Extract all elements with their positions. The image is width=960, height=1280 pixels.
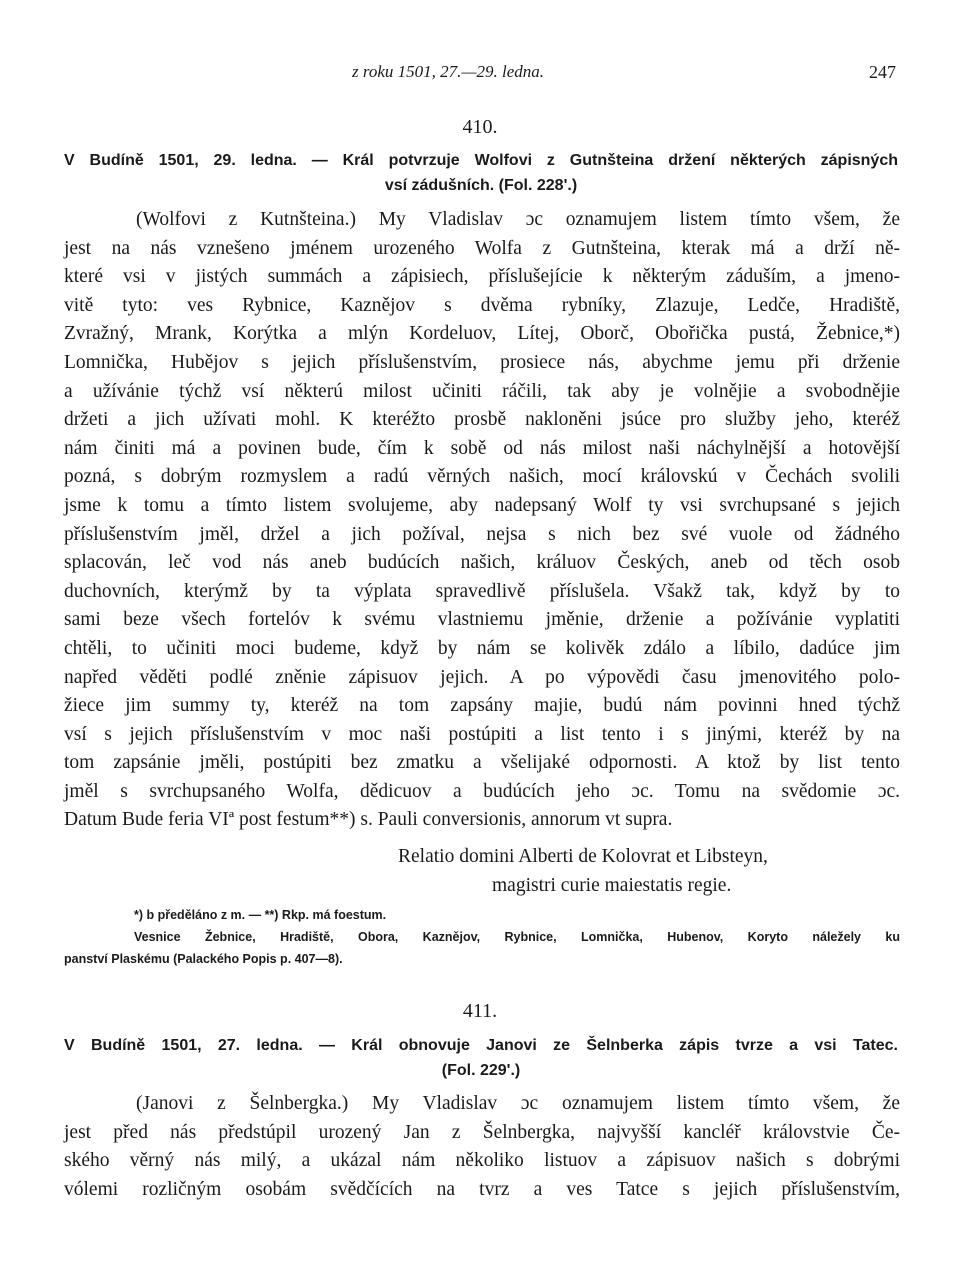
regest-line: (Fol. 229'.) [441, 1062, 521, 1079]
document-number-410: 410. [462, 116, 498, 138]
body-line: Datum Bude feria VIª post festum**) s. Pauli conversionis, annorum vt supra. [64, 809, 673, 831]
body-line: vitě tyto: ves Rybnice, Kaznějov s dvěma rybníky, Zlazuje, Ledče, Hradiště, [64, 294, 900, 316]
body-line: Zvražný, Mrank, Korýtka a mlýn Kordeluov, Lítej, Oborč, Obořička pustá, Žebnice,*) [64, 323, 900, 345]
body-line: tom zapsánie jměli, postúpiti bez zmatku a všelijaké odpornosti. A ktož by list tento [64, 752, 900, 774]
body-line: vsí s jejich příslušenstvím v moc naši postúpiti a list tento i s jinými, kteréž by na [64, 723, 900, 745]
body-line: jsme k tomu a tímto listem svolujeme, aby nadepsaný Wolf ty vsi svrchupsané s jejich [64, 494, 900, 516]
running-head [0, 62, 960, 86]
running-title: z roku 1501, 27.—29. ledna. [352, 62, 545, 81]
footnote: Vesnice Žebnice, Hradiště, Obora, Kaznějov, Rybnice, Lomnička, Hubenov, Koryto náležely ku [134, 930, 900, 944]
body-line: pozná, s dobrým rozmyslem a radú věrných našich, mocí královskú v Čechách svolili [64, 466, 900, 488]
document-number-411: 411. [462, 1000, 498, 1022]
page-number: 247 [869, 62, 896, 82]
body-line: držeti a jich užívati mohl. K kteréžto prosbě nakloněni jsúce pro služby jeho, kteréž [64, 409, 900, 431]
footnote: panství Plaskému (Palackého Popis p. 407—8). [64, 952, 343, 966]
body-line: (Janovi z Šelnbergka.) My Vladislav ɔc oznamujem listem tímto všem, že [136, 1093, 900, 1114]
body-line: duchovních, kterýmž by ta výplata spravedlivě příslušela. Všakž tak, když by to [64, 580, 900, 602]
body-line: jest před nás předstúpil urozený Jan z Šelnbergka, najvyšší kancléř královstvie Če- [64, 1121, 900, 1143]
body-line: a užívánie týchž vsí některú milost učiniti ráčili, tak aby je volnějie a svobodnějie [64, 380, 900, 402]
body-line: ského věrný nás milý, a ukázal nám několiko listuov a zápisuov našich s dobrými [64, 1150, 900, 1172]
body-line: sami beze všech fortelóv k svému vlastniemu jměnie, drženie a požívánie vyplatiti [64, 609, 900, 631]
footnote: *) b předěláno z m. — **) Rkp. má foestum. [134, 908, 387, 922]
regest-411 [64, 1033, 898, 1083]
document-body-411 [64, 1090, 900, 1204]
body-line: Lomnička, Hubějov s jejich příslušenstvím, prosiece nás, abychme jemu při drženie [64, 351, 900, 373]
regest-line: V Budíně 1501, 27. ledna. — Král obnovuje Janovi ze Šelnberka zápis tvrze a vsi Tatec. [64, 1037, 898, 1054]
footnotes-410 [64, 904, 900, 970]
regest-410 [64, 148, 898, 198]
body-line: (Wolfovi z Kutnšteina.) My Vladislav ɔc oznamujem listem tímto všem, že [136, 209, 900, 230]
body-line: žiece jim summy ty, kteréž na tom zapsány majie, budú nám povinni hned týchž [64, 695, 900, 717]
body-line: chtěli, to učiniti moci budeme, když by nám se kolivěk zdálo a líbilo, dadúce jim [64, 637, 900, 659]
regest-line: vsí zádušních. (Fol. 228'.) [384, 177, 578, 194]
document-body-410 [64, 206, 900, 835]
body-line: napřed věděti podlé zněnie zápisuov jejich. A po výpovědi času jmenovitého polo- [64, 666, 900, 688]
body-line: nám činiti má a povinen bude, čím k sobě od nás milost naši náchylnější a hotovější [64, 437, 900, 459]
body-line: jest na nás vznešeno jménem urozeného Wolfa z Gutnšteina, kterak má a drží ně- [64, 237, 900, 259]
body-line: vólemi rozličným osobám svědčících na tvrz a ves Tatce s jejich příslušenstvím, [64, 1178, 900, 1200]
body-line: které vsi v jistých summách a zápisiech, příslušejície k některým záduším, a jmeno- [64, 266, 900, 288]
regest-line: V Budíně 1501, 29. ledna. — Král potvrzuje Wolfovi z Gutnšteina držení některých zápisných [64, 152, 898, 169]
relatio-line: Relatio domini Alberti de Kolovrat et Libsteyn, [398, 846, 768, 867]
relatio-line: magistri curie maiestatis regie. [492, 875, 732, 896]
body-line: jměl s svrchupsaného Wolfa, dědicuov a budúcích jeho ɔc. Tomu na svědomie ɔc. [64, 780, 900, 802]
body-line: příslušenstvím jměl, držel a jich požíval, nejsa s nich bez své vuole od žádného [64, 523, 900, 545]
body-line: splacován, leč vod nás aneb budúcích našich, králuov Českých, aneb od těch osob [64, 552, 900, 574]
